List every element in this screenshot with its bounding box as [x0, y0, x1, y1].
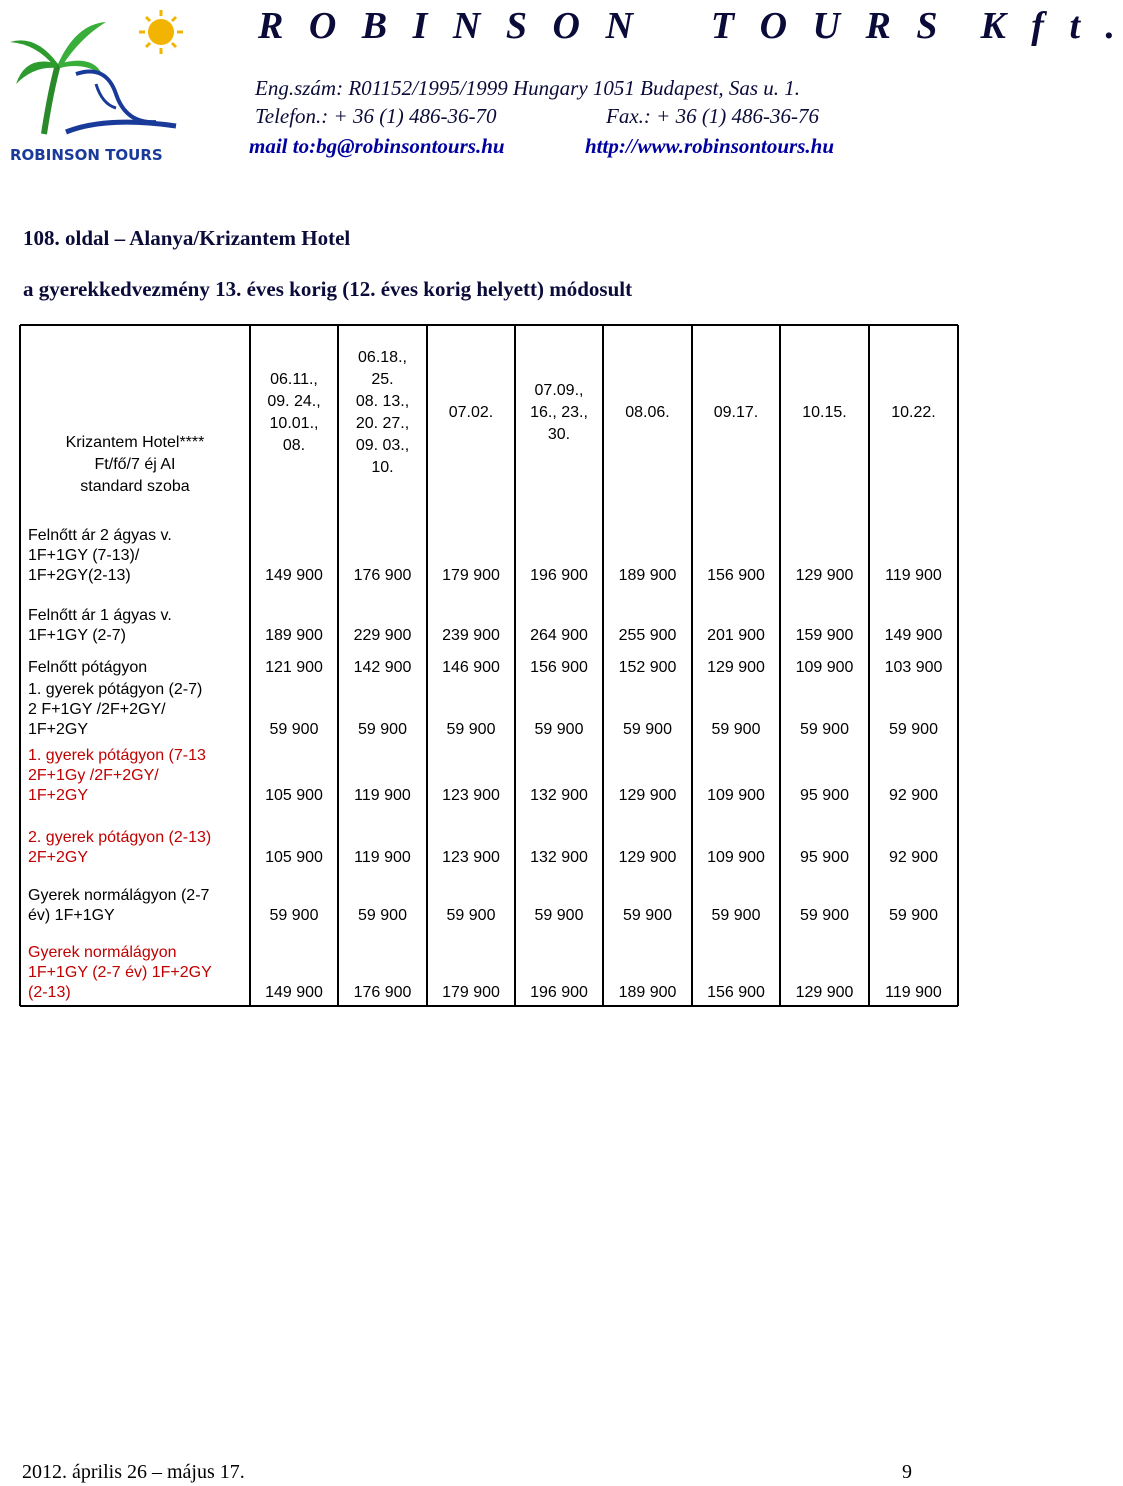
- page-number: 9: [902, 1461, 912, 1483]
- price-cell: 264 900: [530, 627, 588, 644]
- registration-line: Eng.szám: R01152/1995/1999 Hungary 1051 Budapest, Sas u. 1.: [255, 76, 801, 100]
- row-label-line: 1F+1GY (2-7): [28, 627, 126, 644]
- links-line: [249, 134, 935, 160]
- price-cell: 121 900: [265, 659, 323, 676]
- price-cell: 59 900: [889, 721, 938, 738]
- notice-description: a gyerekkedvezmény 13. éves korig (12. éves korig helyett) módosult: [23, 277, 633, 301]
- price-cell: 123 900: [442, 849, 500, 866]
- row-label-line: 1F+2GY: [28, 721, 89, 738]
- price-cell: 189 900: [265, 627, 323, 644]
- row-label-line: 1. gyerek pótágyon (7-13: [28, 747, 206, 764]
- notice-title: 108. oldal – Alanya/Krizantem Hotel: [23, 226, 351, 250]
- price-cell: 105 900: [265, 787, 323, 804]
- price-cell: 132 900: [530, 849, 588, 866]
- price-cell: 229 900: [353, 627, 412, 644]
- price-cell: 149 900: [265, 984, 323, 1001]
- column-header-date: 10.: [371, 459, 394, 476]
- phone-text: Telefon.: + 36 (1) 486-36-70: [255, 104, 497, 128]
- price-cell: 189 900: [618, 984, 677, 1001]
- price-cell: 149 900: [265, 567, 323, 584]
- price-cell: 123 900: [442, 787, 500, 804]
- price-cell: 132 900: [530, 787, 588, 804]
- column-header-date: 16., 23.,: [530, 404, 588, 421]
- column-header-date: 10.15.: [802, 404, 847, 421]
- price-cell: 176 900: [353, 984, 412, 1001]
- column-header-date: 20. 27.,: [355, 415, 410, 432]
- row-label-line: 1F+2GY: [28, 787, 89, 804]
- price-cell: 119 900: [885, 567, 942, 584]
- price-cell: 59 900: [889, 907, 938, 924]
- column-header-date: 25.: [371, 371, 394, 388]
- row-label-line: Gyerek normálágyon (2-7: [28, 887, 210, 904]
- price-cell: 119 900: [354, 849, 411, 866]
- price-cell: 201 900: [707, 627, 765, 644]
- column-header-date: 07.09.,: [534, 382, 584, 399]
- price-cell: 189 900: [618, 567, 677, 584]
- row-label-line: 1F+1GY (2-7 év) 1F+2GY: [28, 964, 212, 981]
- price-cell: 179 900: [442, 567, 500, 584]
- row-label-line: 2F+1Gy /2F+2GY/: [28, 767, 159, 784]
- price-cell: 109 900: [707, 787, 765, 804]
- price-cell: 59 900: [358, 907, 407, 924]
- price-cell: 196 900: [530, 984, 588, 1001]
- row-label-line: 2. gyerek pótágyon (2-13): [28, 829, 212, 846]
- column-header-date: 09. 03.,: [355, 437, 410, 454]
- price-cell: 176 900: [353, 567, 412, 584]
- price-cell: 105 900: [265, 849, 323, 866]
- price-cell: 149 900: [884, 627, 943, 644]
- price-cell: 59 900: [269, 907, 319, 924]
- table-title-line: standard szoba: [80, 478, 190, 495]
- row-label-line: Felnőtt ár 1 ágyas v.: [28, 607, 172, 624]
- column-header-date: 07.02.: [448, 404, 494, 421]
- column-header-date: 08.06.: [625, 404, 670, 421]
- row-label-line: 1. gyerek pótágyon (2-7): [28, 681, 203, 698]
- table-title-line: Krizantem Hotel****: [65, 434, 205, 451]
- price-cell: 59 900: [534, 721, 584, 738]
- price-cell: 59 900: [269, 721, 319, 738]
- row-label-line: 2F+2GY: [28, 849, 89, 866]
- price-cell: 129 900: [795, 567, 854, 584]
- row-label-line: 2 F+1GY /2F+2GY/: [28, 701, 166, 718]
- price-cell: 59 900: [623, 907, 672, 924]
- column-header-date: 08.: [282, 437, 306, 454]
- column-header-date: 08. 13.,: [355, 393, 410, 410]
- logo-text: ROBINSON TOURS: [10, 146, 163, 164]
- price-cell: 159 900: [795, 627, 854, 644]
- column-header-date: 10.22.: [891, 404, 936, 421]
- price-cell: 255 900: [618, 627, 677, 644]
- price-cell: 59 900: [800, 907, 849, 924]
- row-label-line: Felnőtt ár 2 ágyas v.: [28, 527, 172, 544]
- row-label-line: év) 1F+1GY: [28, 907, 115, 924]
- price-cell: 109 900: [707, 849, 765, 866]
- price-cell: 109 900: [795, 659, 854, 676]
- price-cell: 95 900: [800, 787, 849, 804]
- price-cell: 59 900: [358, 721, 407, 738]
- price-cell: 142 900: [353, 659, 412, 676]
- price-cell: 95 900: [800, 849, 849, 866]
- table-title-line: Ft/fő/7 éj AI: [94, 456, 176, 473]
- price-cell: 239 900: [442, 627, 500, 644]
- price-cell: 59 900: [623, 721, 672, 738]
- price-cell: 156 900: [530, 659, 588, 676]
- column-header-date: 09. 24.,: [267, 393, 321, 410]
- price-cell: 129 900: [618, 849, 677, 866]
- website-link[interactable]: http://www.robinsontours.hu: [585, 134, 835, 158]
- fax-text: Fax.: + 36 (1) 486-36-76: [606, 104, 820, 128]
- price-cell: 59 900: [446, 721, 496, 738]
- price-cell: 59 900: [711, 907, 761, 924]
- column-header-date: 09.17.: [713, 404, 759, 421]
- row-label-line: (2-13): [28, 984, 71, 1001]
- email-link[interactable]: mail to:bg@robinsontours.hu: [249, 134, 505, 158]
- price-cell: 59 900: [711, 721, 761, 738]
- price-cell: 156 900: [707, 984, 765, 1001]
- price-cell: 152 900: [618, 659, 677, 676]
- price-cell: 103 900: [884, 659, 943, 676]
- column-header-date: 30.: [547, 426, 571, 443]
- row-label-line: 1F+1GY (7-13)/: [28, 547, 140, 564]
- price-cell: 179 900: [442, 984, 500, 1001]
- column-header-date: 06.18.,: [358, 349, 407, 366]
- price-cell: 156 900: [707, 567, 765, 584]
- price-cell: 129 900: [707, 659, 765, 676]
- price-cell: 92 900: [889, 787, 938, 804]
- column-header-date: 06.11.,: [270, 371, 318, 388]
- contact-line: [255, 104, 935, 130]
- column-header-date: 10.01.,: [269, 415, 319, 432]
- row-label-line: Felnőtt pótágyon: [28, 659, 148, 676]
- price-cell: 59 900: [800, 721, 849, 738]
- row-label-line: 1F+2GY(2-13): [28, 567, 131, 584]
- price-cell: 146 900: [442, 659, 500, 676]
- row-label-line: Gyerek normálágyon: [28, 944, 177, 961]
- price-table: [20, 325, 960, 1007]
- footer-date-range: 2012. április 26 – május 17.: [22, 1461, 245, 1483]
- price-cell: 59 900: [534, 907, 584, 924]
- price-cell: 129 900: [795, 984, 854, 1001]
- price-cell: 59 900: [446, 907, 496, 924]
- price-cell: 119 900: [885, 984, 942, 1001]
- price-cell: 196 900: [530, 567, 588, 584]
- price-cell: 119 900: [354, 787, 411, 804]
- price-cell: 129 900: [618, 787, 677, 804]
- company-logo: [6, 4, 186, 164]
- company-name: R O B I N S O N T O U R S K f t .: [258, 5, 1123, 47]
- price-cell: 92 900: [889, 849, 938, 866]
